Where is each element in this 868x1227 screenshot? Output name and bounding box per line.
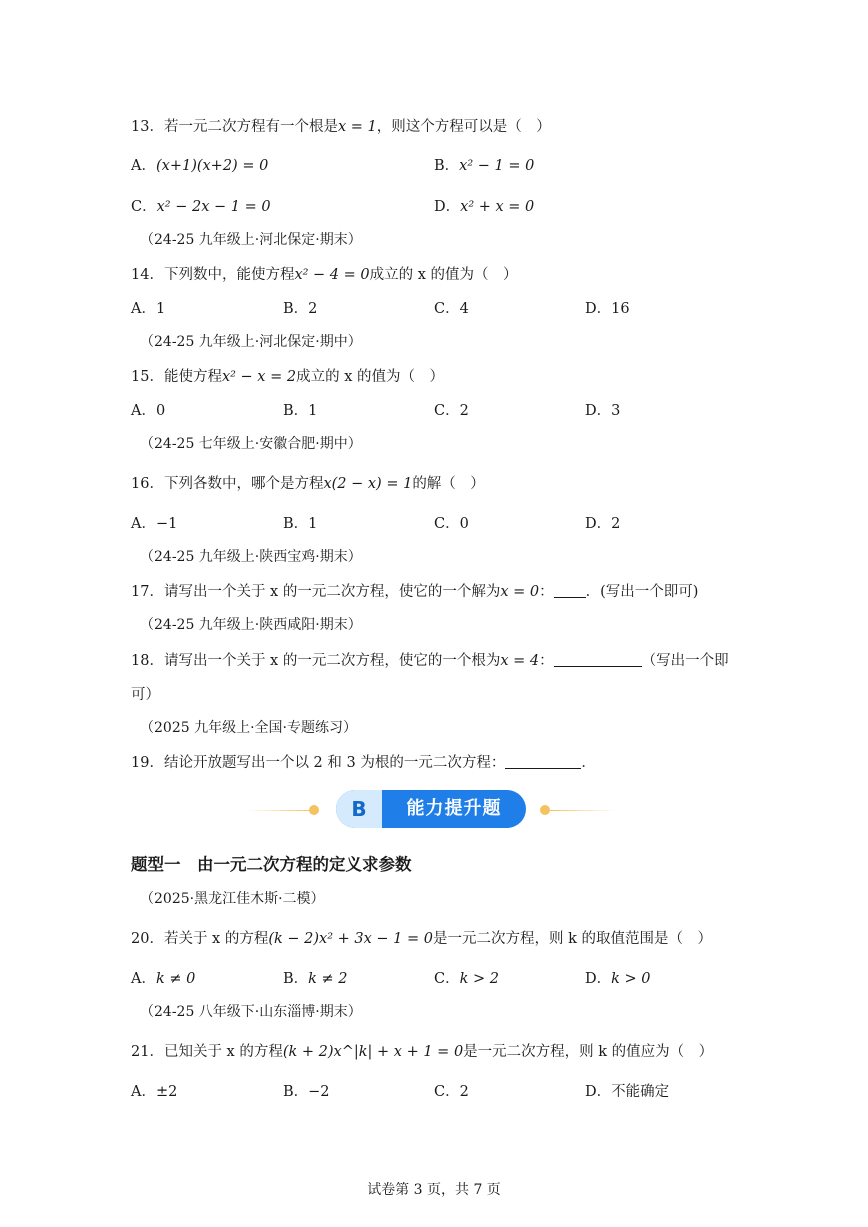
- banner-pill: [336, 790, 526, 828]
- source-note: （2025 九年级上·全国·专题练习）: [140, 720, 357, 736]
- section-banner: [0, 786, 868, 836]
- banner-letter: B: [336, 790, 382, 828]
- q16-option-c: C．0: [434, 516, 469, 532]
- question-18: 18．请写出一个关于 x 的一元二次方程，使它的一个根为x = 4： （写出一个即: [131, 653, 729, 669]
- question-stem: 14．下列数中，能使方程: [131, 267, 295, 283]
- q13-option-d: [434, 195, 534, 216]
- answer-blank[interactable]: [554, 583, 586, 598]
- q15-option-b: B．1: [283, 403, 318, 419]
- question-21: 21．已知关于 x 的方程(k + 2)x^|k| + x + 1 = 0是一元二次方程，则 k 的值应为（ ）: [131, 1044, 714, 1060]
- question-17: 17．请写出一个关于 x 的一元二次方程，使它的一个解为x = 0： ．(写出一个即可): [131, 584, 699, 600]
- question-math: x² − 4 = 0: [294, 267, 370, 283]
- q16-option-d: D．2: [585, 516, 621, 532]
- source-note: （2025·黑龙江佳木斯·二模）: [140, 891, 325, 907]
- question-stem-tail: 成立的 x 的值为（ ）: [369, 267, 518, 283]
- source-note: （24-25 九年级上·河北保定·期末）: [140, 232, 362, 248]
- source-note: （24-25 七年级上·安徽合肥·期中）: [140, 436, 362, 452]
- question-20: 20．若关于 x 的方程(k − 2)x² + 3x − 1 = 0是一元二次方程，则 k 的取值范围是（ ）: [131, 931, 713, 947]
- q16-option-a: A．−1: [131, 516, 178, 532]
- question-14: [131, 263, 518, 284]
- option-label: C．: [131, 199, 157, 215]
- source-note: （24-25 九年级上·陕西宝鸡·期末）: [140, 549, 362, 565]
- q14-option-c: C．4: [434, 301, 469, 317]
- q13-option-a: [131, 154, 268, 175]
- option-label: A．: [131, 158, 156, 174]
- question-18-continued: 可）: [131, 687, 160, 703]
- q20-option-c: C．k > 2: [434, 971, 499, 987]
- option-value: (x+1)(x+2) = 0: [155, 158, 269, 174]
- question-13: [131, 115, 551, 136]
- q21-option-d: D．不能确定: [585, 1084, 670, 1100]
- q16-option-b: B．1: [283, 516, 318, 532]
- q21-option-b: B．−2: [283, 1084, 330, 1100]
- section-heading: 题型一 由一元二次方程的定义求参数: [131, 855, 412, 874]
- option-value: x² − 2x − 1 = 0: [156, 199, 271, 215]
- q20-option-d: D．k > 0: [585, 971, 651, 987]
- banner-title: 能力提升题: [406, 798, 502, 819]
- q14-option-b: B．2: [283, 301, 318, 317]
- source-note: （24-25 九年级上·陕西咸阳·期末）: [140, 617, 362, 633]
- q14-option-a: A．1: [131, 301, 166, 317]
- q21-option-c: C．2: [434, 1084, 469, 1100]
- option-value: x² + x = 0: [460, 199, 535, 215]
- answer-blank[interactable]: [554, 652, 642, 667]
- page-footer: 试卷第 3 页，共 7 页: [367, 1182, 501, 1198]
- answer-blank[interactable]: [505, 754, 581, 769]
- q14-option-d: D．16: [585, 301, 630, 317]
- q15-option-d: D．3: [585, 403, 621, 419]
- question-stem: 13．若一元二次方程有一个根是: [131, 119, 338, 135]
- question-stem-tail: ，则这个方程可以是（ ）: [376, 119, 551, 135]
- question-15: 15．能使方程x² − x = 2成立的 x 的值为（ ）: [131, 369, 444, 385]
- q21-option-a: A．±2: [131, 1084, 178, 1100]
- q15-option-c: C．2: [434, 403, 469, 419]
- source-note: （24-25 九年级上·河北保定·期中）: [140, 334, 362, 350]
- question-16: 16．下列各数中，哪个是方程x(2 − x) = 1的解（ ）: [131, 476, 485, 492]
- banner-right-dot: [540, 805, 550, 815]
- question-math: x = 1: [337, 119, 377, 135]
- q15-option-a: A．0: [131, 403, 166, 419]
- option-label: B．: [434, 158, 460, 174]
- q20-option-a: A．k ≠ 0: [131, 971, 196, 987]
- option-label: D．: [434, 199, 461, 215]
- q13-option-c: [131, 195, 271, 216]
- banner-right-line: [550, 810, 616, 811]
- source-note: （24-25 八年级下·山东淄博·期末）: [140, 1004, 362, 1020]
- banner-left-line: [246, 810, 312, 811]
- q13-option-b: [434, 154, 534, 175]
- q20-option-b: B．k ≠ 2: [283, 971, 348, 987]
- question-19: 19．结论开放题写出一个以 2 和 3 为根的一元二次方程： ．: [131, 755, 596, 771]
- option-value: x² − 1 = 0: [459, 158, 535, 174]
- banner-left-dot: [309, 805, 319, 815]
